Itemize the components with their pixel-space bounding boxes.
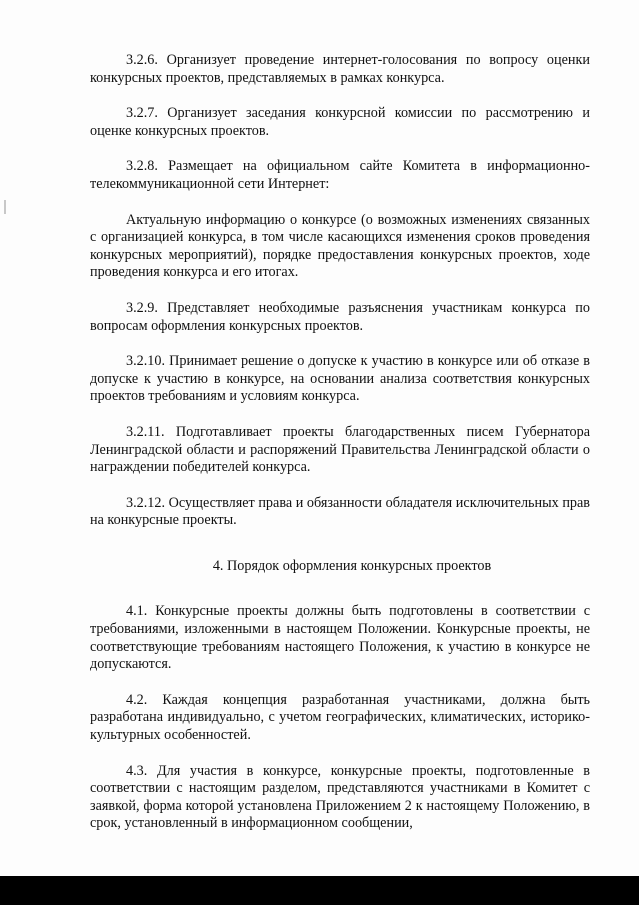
paragraph-4-2: 4.2. Каждая концепция разработанная участниками, должна быть разработана индивидуально, с учетом географических, климатических, историко-культурных особенностей. — [90, 691, 590, 744]
paragraph-4-3: 4.3. Для участия в конкурсе, конкурсные проекты, подготовленные в соответствии с настоящим разделом, представляются участниками в Комитет с заявкой, форма которой установлена Приложением 2 к настоящему Положению, в срок, установленный в информационном сообщении, — [90, 762, 590, 832]
paragraph-3-2-8-details: Актуальную информацию о конкурсе (о возможных изменениях связанных с организацией конкурса, в том числе касающихся изменения сроков проведения конкурсных мероприятий), порядке предоставления конкурсных проектов, ходе проведения конкурса и его итогах. — [90, 211, 590, 281]
paragraph-4-1: 4.1. Конкурсные проекты должны быть подготовлены в соответствии с требованиями, изложенными в настоящем Положении. Конкурсные проекты, не соответствующие требованиям настоящего Положения, к участию в конкурсе не допускаются. — [90, 603, 590, 673]
section-heading: 4. Порядок оформления конкурсных проектов — [212, 557, 492, 574]
paragraph-3-2-9: 3.2.9. Представляет необходимые разъяснения участникам конкурса по вопросам оформления конкурсных проектов. — [90, 299, 590, 334]
paragraph-3-2-8: 3.2.8. Размещает на официальном сайте Комитета в информационно-телекоммуникационной сети Интернет: — [90, 158, 590, 192]
document-body — [90, 52, 590, 833]
paragraph-3-2-6: 3.2.6. Организует проведение интернет-голосования по вопросу оценки конкурсных проектов, представляемых в рамках конкурса. — [90, 52, 590, 86]
paragraph-3-2-11: 3.2.11. Подготавливает проекты благодарственных писем Губернатора Ленинградской области и распоряжений Правительства Ленинградской области о награждении победителей конкурса. — [90, 423, 590, 476]
paragraph-3-2-10: 3.2.10. Принимает решение о допуске к участию в конкурсе или об отказе в допуске к участию в конкурсе, на основании анализа соответствия конкурсных проектов требованиям и условиям конкурса. — [90, 353, 590, 405]
paragraph-3-2-7: 3.2.7. Организует заседания конкурсной комиссии по рассмотрению и оценке конкурсных проектов. — [90, 105, 590, 139]
scan-bottom-border — [0, 876, 639, 905]
paragraph-3-2-12: 3.2.12. Осуществляет права и обязанности обладателя исключительных прав на конкурсные проекты. — [90, 494, 590, 529]
scan-artifact — [4, 200, 6, 214]
